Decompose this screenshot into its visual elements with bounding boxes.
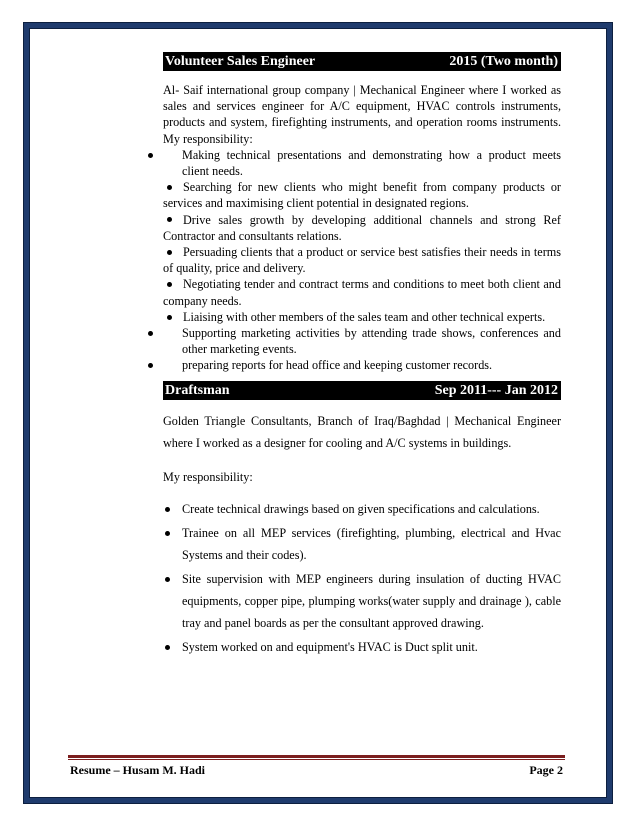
responsibility-list-volunteer <box>163 147 561 374</box>
list-item-text: Negotiating tender and contract terms and conditions to meet both client and company needs. <box>163 277 561 308</box>
job-heading-draftsman <box>163 381 561 400</box>
bullet-icon <box>165 577 170 582</box>
bullet-icon <box>167 315 172 320</box>
draftsman-section <box>163 410 561 658</box>
job-title: Draftsman <box>165 382 230 398</box>
bullet-icon <box>167 185 172 190</box>
job-intro: Al- Saif international group company | Mechanical Engineer where I worked as sales and services engineer for A/C equipment, HVAC controls instruments, products and system, firefighting instruments, and operation rooms instruments. My responsibility: <box>163 83 561 146</box>
list-item-text: Trainee on all MEP services (firefighting, plumbing, electrical and Hvac Systems and their codes). <box>182 525 561 562</box>
list-item <box>163 276 561 308</box>
bullet-icon <box>167 282 172 287</box>
bullet-icon <box>167 217 172 222</box>
list-item-text: Making technical presentations and demonstrating how a product meets client needs. <box>182 147 561 179</box>
page-footer <box>70 763 563 778</box>
footer-divider <box>68 755 565 758</box>
list-item <box>163 325 561 357</box>
list-item-text: Create technical drawings based on given specifications and calculations. <box>182 501 540 516</box>
responsibility-label: My responsibility: <box>163 469 253 484</box>
list-item <box>163 568 561 634</box>
footer-author: Resume – Husam M. Hadi <box>70 763 205 777</box>
list-item-text: preparing reports for head office and keeping customer records. <box>182 358 493 373</box>
footer-divider-thin <box>68 759 565 760</box>
page-number: Page 2 <box>529 763 563 777</box>
list-item <box>163 147 561 179</box>
bullet-icon <box>165 645 170 650</box>
bullet-icon <box>165 531 170 536</box>
list-item <box>163 498 561 520</box>
bullet-icon <box>165 507 170 512</box>
responsibility-list-draftsman <box>163 498 561 658</box>
job-heading-volunteer <box>163 52 561 71</box>
list-item-text: Site supervision with MEP engineers during insulation of ducting HVAC equipments, copper pipe, plumping works(water supply and drainage ), cable tray and panel boards as per the consultant approved drawing. <box>182 571 561 630</box>
resume-content <box>163 52 561 660</box>
job-date: 2015 (Two month) <box>449 54 558 69</box>
list-item-text: System worked on and equipment's HVAC is Duct split unit. <box>182 639 478 654</box>
list-item-text: Supporting marketing activities by attending trade shows, conferences and other marketing events. <box>182 326 561 357</box>
list-item-text: Persuading clients that a product or service best satisfies their needs in terms of quality, price and delivery. <box>163 245 561 276</box>
bullet-icon <box>148 153 153 158</box>
job-date: Sep 2011--- Jan 2012 <box>434 382 558 398</box>
job-title: Volunteer Sales Engineer <box>165 54 316 69</box>
list-item-text: Liaising with other members of the sales team and other technical experts. <box>183 309 546 324</box>
list-item <box>163 522 561 566</box>
list-item <box>163 357 561 373</box>
list-item <box>163 309 561 325</box>
list-item <box>163 244 561 276</box>
list-item <box>163 636 561 658</box>
job-intro: Golden Triangle Consultants, Branch of Iraq/Baghdad | Mechanical Engineer where I worked as a designer for cooling and A/C systems in buildings. <box>163 413 561 450</box>
list-item <box>163 179 561 211</box>
list-item-text: Searching for new clients who might benefit from company products or services and maximising client potential in designated regions. <box>163 180 561 211</box>
list-item <box>163 212 561 244</box>
list-item-text: Drive sales growth by developing additional channels and strong Ref Contractor and consultants relations. <box>163 212 561 243</box>
bullet-icon <box>167 250 172 255</box>
